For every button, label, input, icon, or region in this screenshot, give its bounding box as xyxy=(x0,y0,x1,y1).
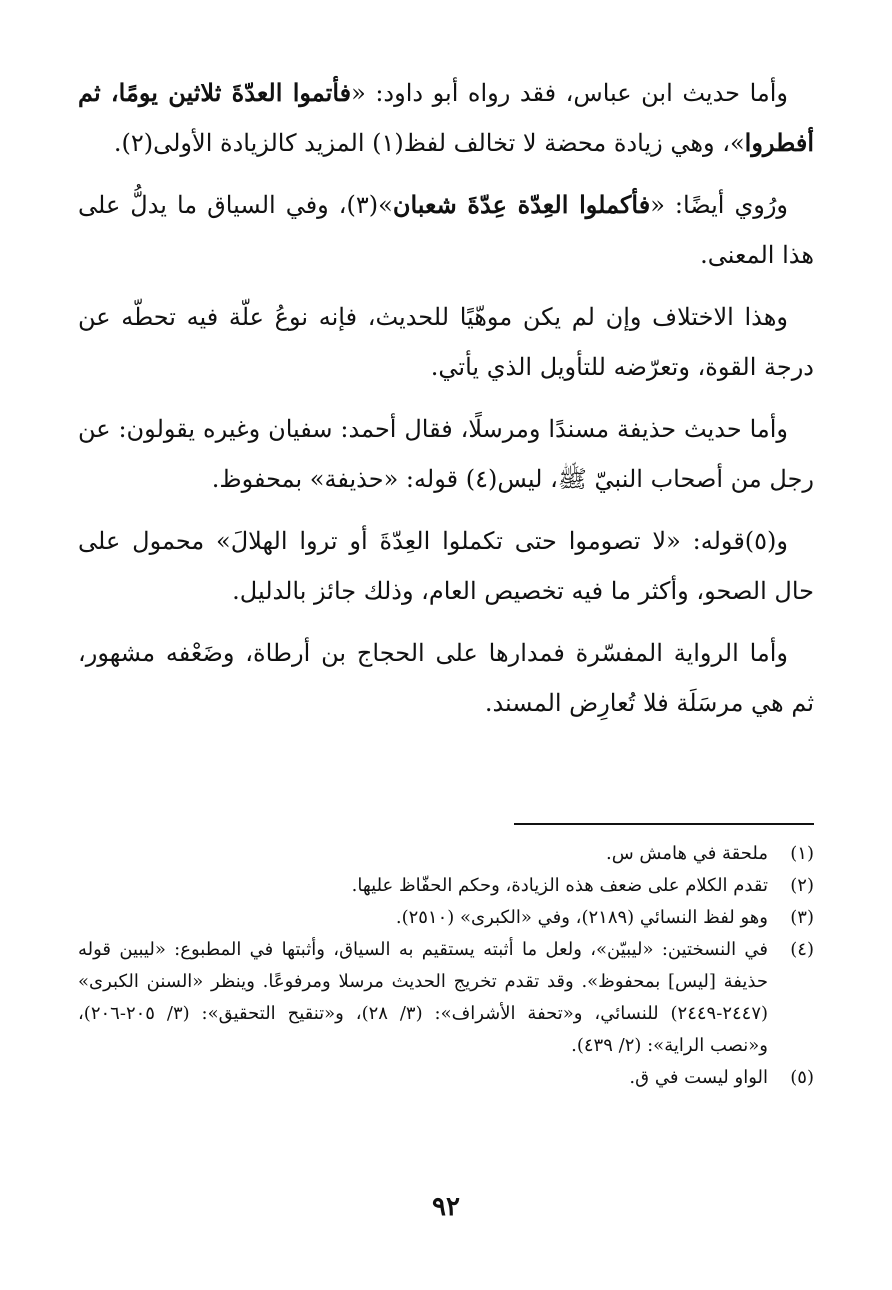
paragraph-text: وأما حديث ابن عباس، فقد رواه أبو داود: « xyxy=(351,79,788,107)
footnote-text: وهو لفظ النسائي (٢١٨٩)، وفي «الكبرى» (٢٥١٠). xyxy=(395,907,768,928)
main-text xyxy=(78,68,814,740)
footnote xyxy=(78,838,814,870)
paragraph xyxy=(78,404,814,504)
footnote xyxy=(78,902,814,934)
footnote xyxy=(78,870,814,902)
paragraph-text: وأما الرواية المفسّرة فمدارها على الحجاج بن أرطاة، وضَعْفه مشهور، ثم هي مرسَلَة فلا تُعارِض المسند. xyxy=(78,639,814,717)
hadith-quote: فأكملوا العِدّة عِدّةَ شعبان xyxy=(392,190,651,219)
footnote xyxy=(78,934,814,1062)
footnote-number: (٤) xyxy=(790,939,814,960)
paragraph-text: وهذا الاختلاف وإن لم يكن موهّيًا للحديث، فإنه نوعُ علّة فيه تحطّه عن درجة القوة، وتعرّضه للتأويل الذي يأتي. xyxy=(78,303,814,381)
paragraph xyxy=(78,180,814,280)
hadith-quote: فأتموا العدّةَ ثلاثين يومًا، ثم أفطروا xyxy=(78,78,814,157)
footnotes xyxy=(78,838,814,1094)
footnote-text: الواو ليست في ق. xyxy=(629,1067,768,1088)
paragraph-text: »(٣)، وفي السياق ما يدلُّ على هذا المعنى. xyxy=(78,191,814,269)
paragraph-text: وأما حديث حذيفة مسندًا ومرسلًا، فقال أحمد: سفيان وغيره يقولون: عن رجل من أصحاب النبيّ ﷺ، ليس(٤) قوله: «حذيفة» بمحفوظ. xyxy=(78,415,814,493)
paragraph-text: »، وهي زيادة محضة لا تخالف لفظ(١) المزيد كالزيادة الأولى(٢). xyxy=(113,129,745,157)
footnote-text: ملحقة في هامش س. xyxy=(605,843,768,864)
footnote-separator xyxy=(514,823,814,825)
footnote-number: (٥) xyxy=(790,1067,814,1088)
footnote-number: (٢) xyxy=(790,875,814,896)
footnote-text: في النسختين: «ليبيّن»، ولعل ما أثبته يستقيم به السياق، وأثبتها في المطبوع: «ليبين قوله حذيفة [ليس] بمحفوظ». وقد تقدم تخريج الحديث مرسلا ومرفوعًا. وينظر «السنن الكبرى» (٢٤٤٧-٢٤٤٩) للنسائي، و«تحفة الأشراف»: (٣/ ٢٨)، و«تنقيح التحقيق»: (٣/ ٢٠٥-٢٠٦)، و«نصب الراية»: (٢/ ٤٣٩). xyxy=(78,939,769,1056)
footnote-text: تقدم الكلام على ضعف هذه الزيادة، وحكم الحفّاظ عليها. xyxy=(351,875,768,896)
footnote xyxy=(78,1062,814,1094)
paragraph-text: و(٥)قوله: «لا تصوموا حتى تكملوا العِدّةَ أو تروا الهلالَ» محمول على حال الصحو، وأكثر ما فيه تخصيص العام، وذلك جائز بالدليل. xyxy=(78,527,814,605)
paragraph xyxy=(78,516,814,616)
paragraph xyxy=(78,628,814,728)
page-number: ٩٢ xyxy=(432,1192,460,1222)
footnote-number: (٣) xyxy=(790,907,814,928)
footnote-number: (١) xyxy=(790,843,814,864)
paragraph xyxy=(78,292,814,392)
paragraph-text: ورُوي أيضًا: « xyxy=(650,191,788,219)
paragraph xyxy=(78,68,814,168)
